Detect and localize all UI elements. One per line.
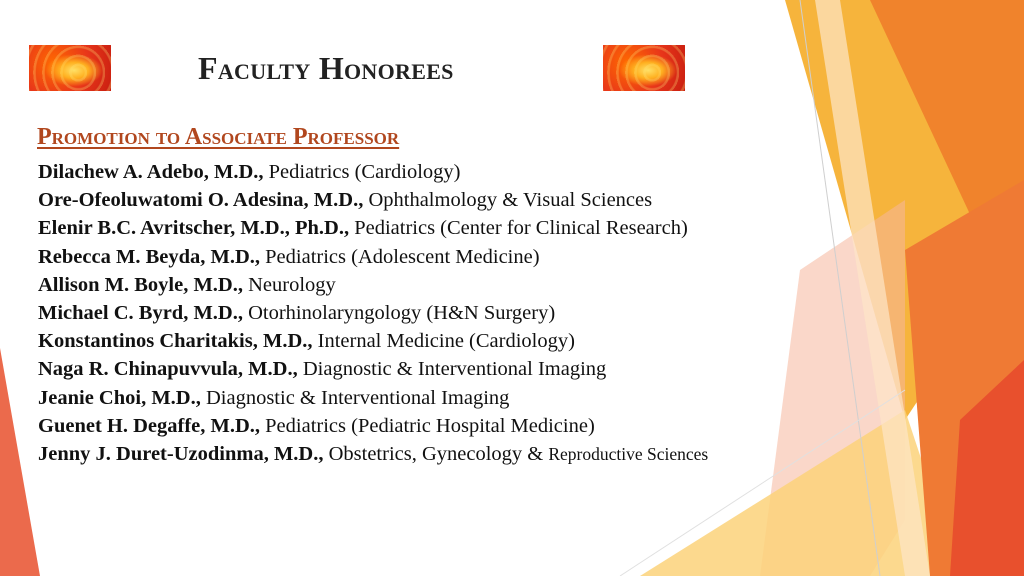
honoree-department: Ophthalmology & Visual Sciences: [368, 189, 653, 212]
honoree-department: Diagnostic & Interventional Imaging: [205, 386, 510, 409]
honoree-department: Otorhinolaryngology (H&N Surgery): [248, 301, 556, 324]
honoree-name: Jeanie Choi, M.D.,: [38, 386, 201, 409]
honoree-item: [38, 214, 708, 242]
honoree-department: Obstetrics, Gynecology &: [328, 442, 544, 465]
honoree-item: [38, 412, 708, 440]
slide-title: Faculty Honorees: [198, 50, 454, 86]
honoree-item: [38, 186, 708, 214]
honoree-name: Naga R. Chinapuvvula, M.D.,: [38, 358, 298, 381]
honoree-name: Rebecca M. Beyda, M.D.,: [38, 245, 261, 268]
honoree-name: Guenet H. Degaffe, M.D.,: [38, 414, 261, 437]
honoree-department: Diagnostic & Interventional Imaging: [302, 358, 607, 381]
honoree-department: Internal Medicine (Cardiology): [317, 330, 575, 353]
honoree-name: Michael C. Byrd, M.D.,: [38, 301, 243, 324]
honoree-item: [38, 158, 708, 186]
honoree-department: Pediatrics (Pediatric Hospital Medicine): [265, 414, 595, 437]
honoree-item: [38, 299, 708, 327]
honoree-department: Neurology: [248, 273, 336, 296]
honoree-name: Allison M. Boyle, M.D.,: [38, 273, 243, 296]
honoree-name: Jenny J. Duret-Uzodinma, M.D.,: [38, 442, 324, 465]
honoree-item: [38, 327, 708, 355]
honoree-name: Ore-Ofeoluwatomi O. Adesina, M.D.,: [38, 189, 364, 212]
honoree-item: [38, 355, 708, 383]
flame-swirl-logo-icon: [29, 45, 111, 91]
honoree-name: Dilachew A. Adebo, M.D.,: [38, 161, 264, 183]
honoree-name: Konstantinos Charitakis, M.D.,: [38, 330, 313, 353]
left-edge-shape: [0, 348, 40, 576]
section-subtitle: Promotion to Associate Professor: [37, 124, 400, 150]
honoree-department: Pediatrics (Adolescent Medicine): [265, 245, 540, 268]
honoree-item: [38, 271, 708, 299]
honoree-department: Pediatrics (Center for Clinical Research): [354, 217, 688, 240]
honoree-department: Pediatrics (Cardiology): [268, 161, 461, 183]
honoree-department-continued: Reproductive Sciences: [548, 443, 709, 464]
flame-swirl-logo-icon: [603, 45, 685, 91]
honoree-item: [38, 243, 708, 271]
honoree-list: [38, 158, 708, 468]
honoree-name: Elenir B.C. Avritscher, M.D., Ph.D.,: [38, 217, 350, 240]
honoree-item: [38, 384, 708, 412]
honoree-item: [38, 440, 708, 468]
